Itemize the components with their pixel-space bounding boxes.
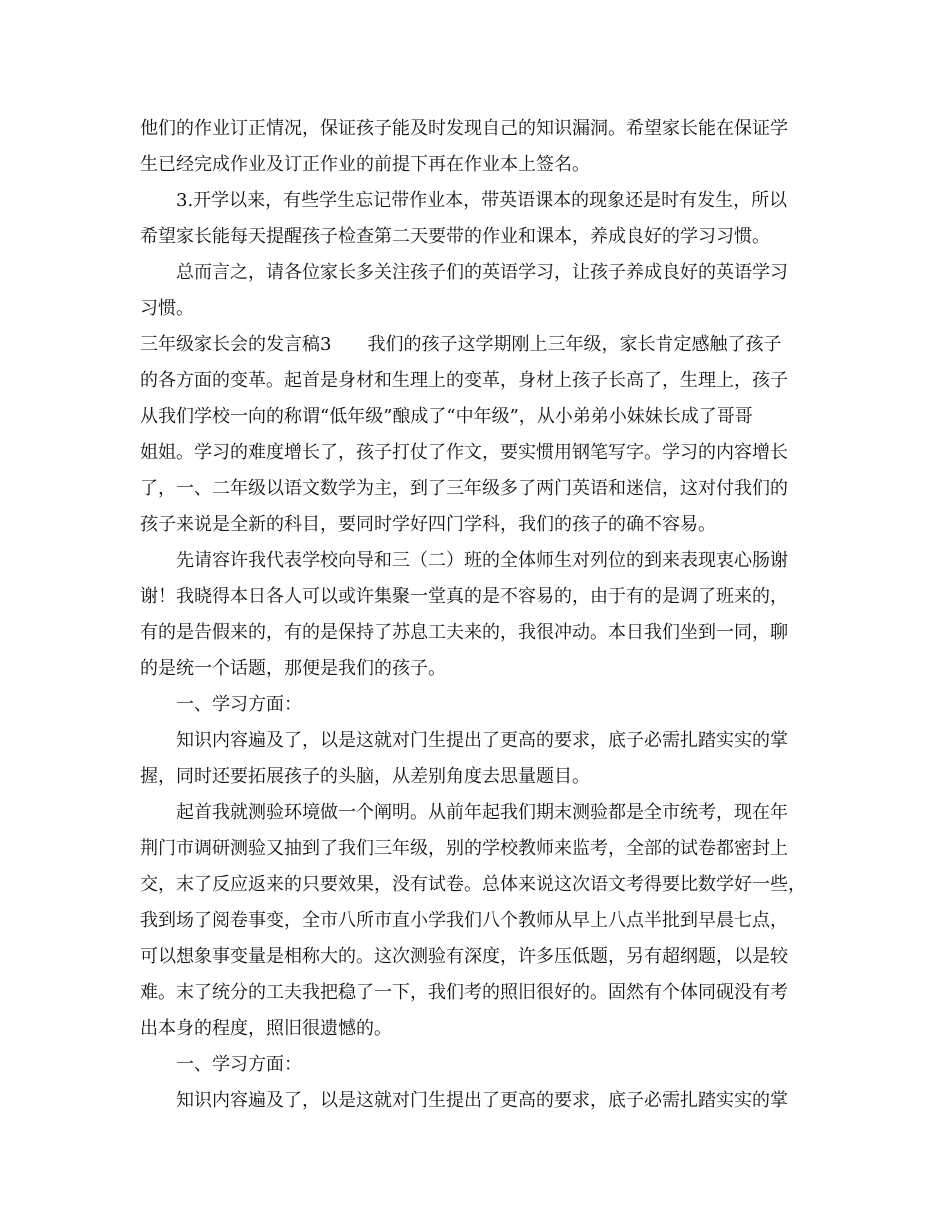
text-line: 荆门市调研测验又抽到了我们三年级，别的学校教师来监考，全部的试卷都密封上 bbox=[140, 838, 788, 859]
text-line: 了，一、二年级以语文数学为主，到了三年级多了两门英语和迷信，这对付我们的 bbox=[140, 478, 788, 499]
text-line: 生已经完成作业及订正作业的前提下再在作业本上签名。 bbox=[140, 154, 590, 175]
text-line: 可以想象事变量是相称大的。这次测验有深度，许多压低题，另有超纲题，以是较 bbox=[140, 946, 788, 967]
text-line: 他们的作业订正情况，保证孩子能及时发现自己的知识漏洞。希望家长能在保证学 bbox=[140, 118, 788, 139]
text-line: 孩子来说是全新的科目，要同时学好四门学科，我们的孩子的确不容易。 bbox=[140, 514, 716, 535]
text-line: 习惯。 bbox=[140, 298, 194, 319]
text-line: 握，同时还要拓展孩子的头脑，从差别角度去思量题目。 bbox=[140, 766, 590, 787]
text-line: 三年级家长会的发言稿3 我们的孩子这学期刚上三年级，家长肯定感触了孩子 bbox=[140, 334, 782, 355]
text-line: 姐姐。学习的难度增长了，孩子打仗了作文，要实惯用钢笔写字。学习的内容增长 bbox=[140, 442, 788, 463]
text-line: 先请容许我代表学校向导和三（二）班的全体师生对列位的到来表现衷心肠谢 bbox=[176, 550, 788, 571]
text-line: 难。末了统分的工夫我把稳了一下，我们考的照旧很好的。固然有个体同砚没有考 bbox=[140, 982, 788, 1003]
text-line: 希望家长能每天提醒孩子检查第二天要带的作业和课本，养成良好的学习习惯。 bbox=[140, 226, 770, 247]
text-line: 的是统一个话题，那便是我们的孩子。 bbox=[140, 658, 446, 679]
text-line: 有的是告假来的，有的是保持了苏息工夫来的，我很冲动。本日我们坐到一同，聊 bbox=[140, 622, 788, 643]
text-line: 交，末了反应返来的只要效果，没有试卷。总体来说这次语文考得要比数学好一些， bbox=[140, 874, 806, 895]
text-line: 知识内容遍及了，以是这就对门生提出了更高的要求，底子必需扎踏实实的掌 bbox=[176, 1090, 788, 1111]
text-line: 知识内容遍及了，以是这就对门生提出了更高的要求，底子必需扎踏实实的掌 bbox=[176, 730, 788, 751]
text-line: 3.开学以来，有些学生忘记带作业本，带英语课本的现象还是时有发生，所以 bbox=[176, 190, 788, 211]
text-line: 谢！我晓得本日各人可以或许集聚一堂真的是不容易的，由于有的是调了班来的， bbox=[140, 586, 788, 607]
text-line: 出本身的程度，照旧很遗憾的。 bbox=[140, 1018, 392, 1039]
section-heading: 一、学习方面： bbox=[176, 1054, 302, 1075]
text-line: 从我们学校一向的称谓“低年级”酿成了“中年级”，从小弟弟小妹妹长成了哥哥 bbox=[140, 406, 753, 427]
text-line: 总而言之，请各位家长多关注孩子们的英语学习，让孩子养成良好的英语学习 bbox=[176, 262, 788, 283]
text-line: 的各方面的变革。起首是身材和生理上的变革，身材上孩子长高了，生理上，孩子 bbox=[140, 370, 788, 391]
section-heading: 一、学习方面： bbox=[176, 694, 302, 715]
text-line: 起首我就测验环境做一个阐明。从前年起我们期末测验都是全市统考，现在年 bbox=[176, 802, 788, 823]
text-line: 我到场了阅卷事变，全市八所市直小学我们八个教师从早上八点半批到早晨七点， bbox=[140, 910, 788, 931]
